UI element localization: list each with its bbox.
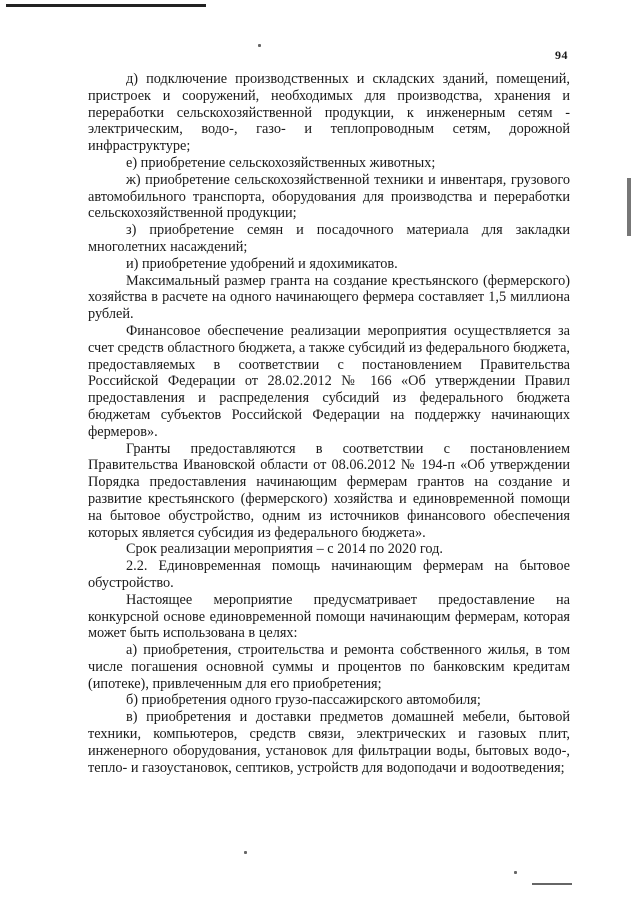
document-body: [88, 71, 570, 776]
top-edge-rule: [6, 4, 206, 7]
paragraph-item-i: и) приобретение удобрений и ядохимикатов.: [126, 255, 398, 272]
paragraph-item-zh: ж) приобретение сельскохозяйственной техники и инвентаря, грузового автомобильного транспорта, оборудования для производства и переработки сельскохозяйственной продукции;: [88, 171, 570, 222]
paragraph-term: Срок реализации мероприятия – с 2014 по 2020 год.: [126, 541, 444, 558]
scan-dot: [244, 851, 247, 854]
paragraph-grants-basis: Гранты предоставляются в соответствии с постановлением Правительства Ивановской области от 08.06.2012 № 194-п «Об утверждении Порядка предоставления начинающим фермерам грантов на создание и развитие крестьянского (фермерского) хозяйства и единовременной помощи на бытовое обустройство, одним из источников финансового обеспечения которых является субсидия из федерального бюджета».: [88, 440, 570, 541]
paragraph-item-b: б) приобретения одного грузо-пассажирского автомобиля;: [126, 692, 481, 709]
paragraph-item-e: е) приобретение сельскохозяйственных животных;: [126, 154, 436, 171]
paragraph-item-a: а) приобретения, строительства и ремонта собственного жилья, в том числе погашения основной суммы и процентов по банковским кредитам (ипотеке), привлеченным для его приобретения;: [88, 642, 570, 692]
paragraph-item-v: в) приобретения и доставки предметов домашней мебели, бытовой техники, компьютеров, средств связи, электрических и газовых плит, инженерного оборудования, установок для фильтрации воды, бытовых водо-, тепло- и газоустановок, септиков, устройств для водоподачи и водоотведения;: [88, 709, 570, 776]
paragraph-item-d: д) подключение производственных и складских зданий, помещений, пристроек и сооружений, необходимых для производства, хранения и переработки сельскохозяйственной продукции, к инженерным сетям - электрическим, водо-, газо- и теплопроводным сетям, дорожной инфраструктуре;: [88, 71, 570, 155]
paragraph-item-z: з) приобретение семян и посадочного материала для закладки многолетних насаждений;: [88, 222, 570, 255]
paragraph-max-grant: Максимальный размер гранта на создание крестьянского (фермерского) хозяйства в расчете на одного начинающего фермера составляет 1,5 миллиона рублей.: [88, 272, 570, 323]
section-heading-2-2: 2.2. Единовременная помощь начинающим фермерам на бытовое обустройство.: [88, 558, 570, 591]
scan-dot: [258, 44, 261, 47]
scan-dot: [514, 871, 517, 874]
page-number: 94: [555, 48, 568, 62]
scan-artifact-right: [627, 178, 631, 236]
paragraph-measure-description: Настоящее мероприятие предусматривает предоставление на конкурсной основе единовременной помощи начинающим фермерам, которая может быть использована в целях:: [88, 591, 570, 642]
scan-artifact-bottom: [532, 883, 572, 885]
paragraph-financing: Финансовое обеспечение реализации мероприятия осуществляется за счет средств областного бюджета, а также субсидий из федерального бюджета, предоставляемых в соответствии с постановлением Правительства Российской Федерации от 28.02.2012 № 166 «Об утверждении Правил предоставления и распределения субсидий из федерального бюджета бюджетам субъектов Российской Федерации на поддержку начинающих фермеров».: [88, 322, 570, 440]
